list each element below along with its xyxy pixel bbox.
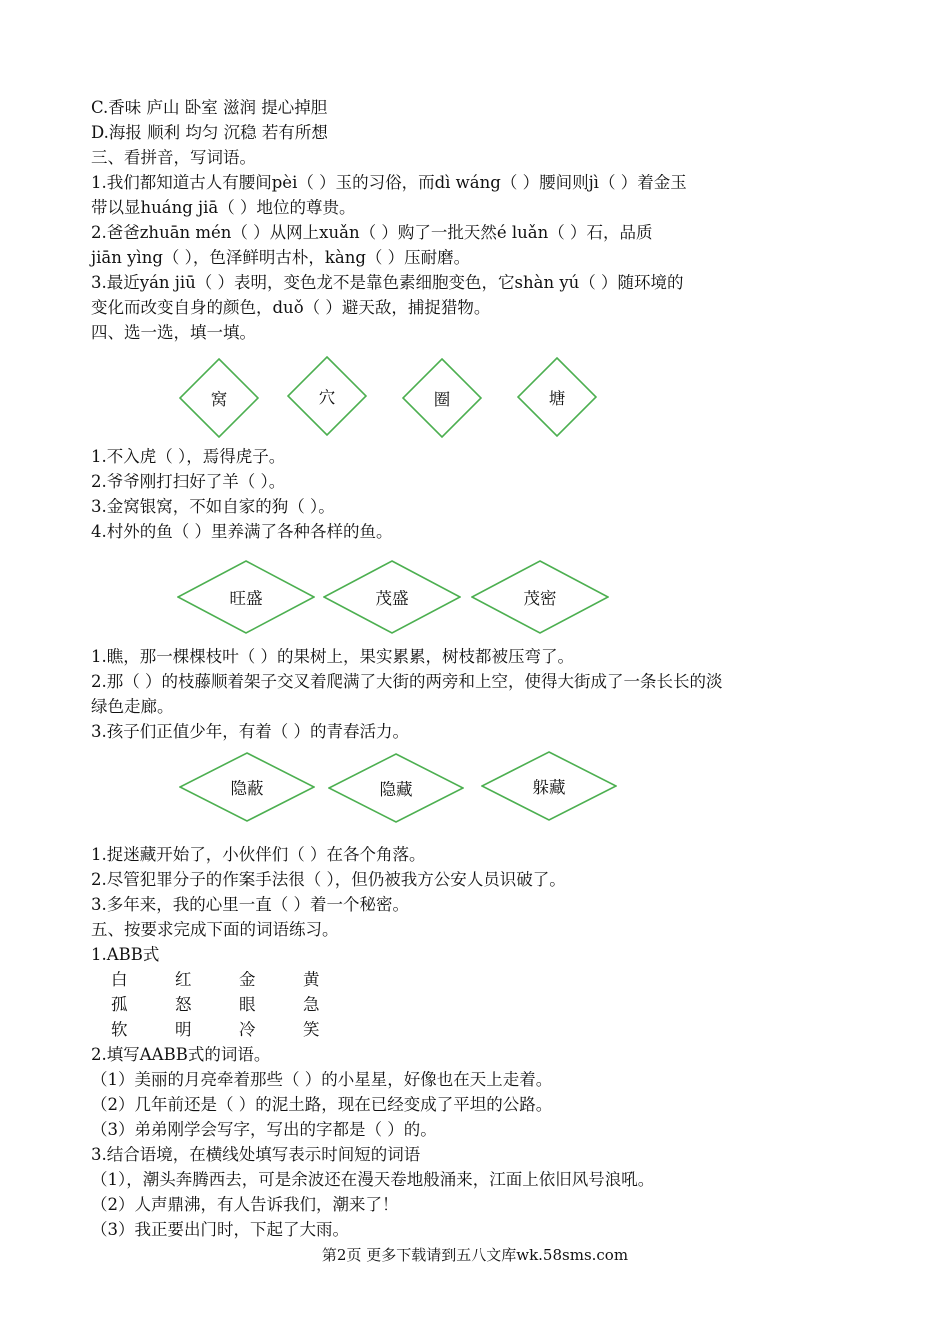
diamond-label: 隐蔽 xyxy=(230,779,264,798)
abb-char: 黄 xyxy=(303,970,320,989)
section-3-heading: 三、看拼音，写词语。 xyxy=(91,148,256,167)
q4b-3: 3.孩子们正值少年，有着（ ）的青春活力。 xyxy=(91,722,409,741)
q5-3-2: （2）人声鼎沸，有人告诉我们，潮来了！ xyxy=(91,1195,399,1214)
q3-1-line1: 1.我们都知道古人有腰间pèi（ ）玉的习俗，而dì wáng（ ）腰间则jì（ ）着金玉 xyxy=(91,173,687,192)
option-d: D.海报 顺利 均匀 沉稳 若有所想 xyxy=(91,123,328,142)
q4b-1: 1.瞧，那一棵棵枝叶（ ）的果树上，果实累累，树枝都被压弯了。 xyxy=(91,647,574,666)
diamond-label: 塘 xyxy=(548,389,566,408)
abb-row xyxy=(111,994,367,1016)
diamond-label: 茂密 xyxy=(523,589,557,608)
q4a-2: 2.爷爷刚打扫好了羊（ ）。 xyxy=(91,472,286,491)
diamond-option xyxy=(481,751,617,821)
q4b-2-line2: 绿色走廊。 xyxy=(91,697,174,716)
diamond-option xyxy=(179,752,315,822)
diamond-option xyxy=(402,358,482,438)
diamond-option xyxy=(179,358,259,438)
diamond-option xyxy=(323,560,461,634)
diamond-option xyxy=(517,357,597,437)
q3-2-line1: 2.爸爸zhuān mén（ ）从网上xuǎn（ ）购了一批天然é luǎn（ ）石，品质 xyxy=(91,223,653,242)
abb-row xyxy=(111,969,367,991)
q5-3-heading: 3.结合语境，在横线处填写表示时间短的词语 xyxy=(91,1145,421,1164)
abb-char: 眼 xyxy=(239,995,256,1014)
q4a-4: 4.村外的鱼（ ）里养满了各种各样的鱼。 xyxy=(91,522,393,541)
q5-2-heading: 2.填写AABB式的词语。 xyxy=(91,1045,271,1064)
option-c: C.香味 庐山 卧室 滋润 提心掉胆 xyxy=(91,98,328,117)
diamond-option xyxy=(471,560,609,634)
diamond-option xyxy=(177,560,315,634)
q3-3-line1: 3.最近yán jiū（ ）表明，变色龙不是靠色素细胞变色，它shàn yú（ ）随环境的 xyxy=(91,273,684,292)
q3-3-line2: 变化而改变自身的颜色，duǒ（ ）避天敌，捕捉猎物。 xyxy=(91,298,491,317)
abb-char: 急 xyxy=(303,995,320,1014)
abb-char: 白 xyxy=(111,970,128,989)
q5-3-1: （1），潮头奔腾西去，可是余波还在漫天卷地般涌来，江面上依旧风号浪吼。 xyxy=(91,1170,655,1189)
diamond-label: 圈 xyxy=(433,390,451,409)
q3-2-line2: jiān yìng（ ），色泽鲜明古朴，kàng（ ）压耐磨。 xyxy=(91,248,471,267)
abb-row xyxy=(111,1019,367,1041)
diamond-label: 旺盛 xyxy=(229,589,263,608)
abb-char: 红 xyxy=(175,970,192,989)
q4c-2: 2.尽管犯罪分子的作案手法很（ ），但仍被我方公安人员识破了。 xyxy=(91,870,566,889)
diamond-label: 茂盛 xyxy=(375,589,409,608)
q4b-2-line1: 2.那（ ）的枝藤顺着架子交叉着爬满了大街的两旁和上空，使得大街成了一条长长的淡 xyxy=(91,672,723,691)
diamond-option xyxy=(328,753,464,823)
q5-2-2: （2）几年前还是（ ）的泥土路，现在已经变成了平坦的公路。 xyxy=(91,1095,553,1114)
abb-char: 明 xyxy=(175,1020,192,1039)
abb-char: 怒 xyxy=(175,995,192,1014)
section-5-heading: 五、按要求完成下面的词语练习。 xyxy=(91,920,339,939)
q3-1-line2: 带以显huáng jiā（ ）地位的尊贵。 xyxy=(91,198,356,217)
abb-char: 冷 xyxy=(239,1020,256,1039)
q5-1-heading: 1.ABB式 xyxy=(91,945,160,964)
abb-char: 金 xyxy=(239,970,256,989)
q5-2-3: （3）弟弟刚学会写字，写出的字都是（ ）的。 xyxy=(91,1120,437,1139)
abb-char: 孤 xyxy=(111,995,128,1014)
q5-2-1: （1）美丽的月亮牵着那些（ ）的小星星，好像也在天上走着。 xyxy=(91,1070,553,1089)
abb-char: 软 xyxy=(111,1020,128,1039)
q5-3-3: （3）我正要出门时，下起了大雨。 xyxy=(91,1220,349,1239)
diamond-label: 穴 xyxy=(318,388,336,407)
page-footer: 第2页 更多下载请到五八文库wk.58sms.com xyxy=(321,1246,629,1264)
diamond-label: 窝 xyxy=(210,390,228,409)
q4a-3: 3.金窝银窝，不如自家的狗（ ）。 xyxy=(91,497,335,516)
diamond-option xyxy=(287,356,367,436)
q4c-3: 3.多年来，我的心里一直（ ）着一个秘密。 xyxy=(91,895,409,914)
diamond-label: 隐藏 xyxy=(379,780,413,799)
abb-char: 笑 xyxy=(303,1020,320,1039)
section-4-heading: 四、选一选，填一填。 xyxy=(91,323,256,342)
q4a-1: 1.不入虎（ ），焉得虎子。 xyxy=(91,447,286,466)
diamond-label: 躲藏 xyxy=(532,778,566,797)
q4c-1: 1.捉迷藏开始了，小伙伴们（ ）在各个角落。 xyxy=(91,845,426,864)
